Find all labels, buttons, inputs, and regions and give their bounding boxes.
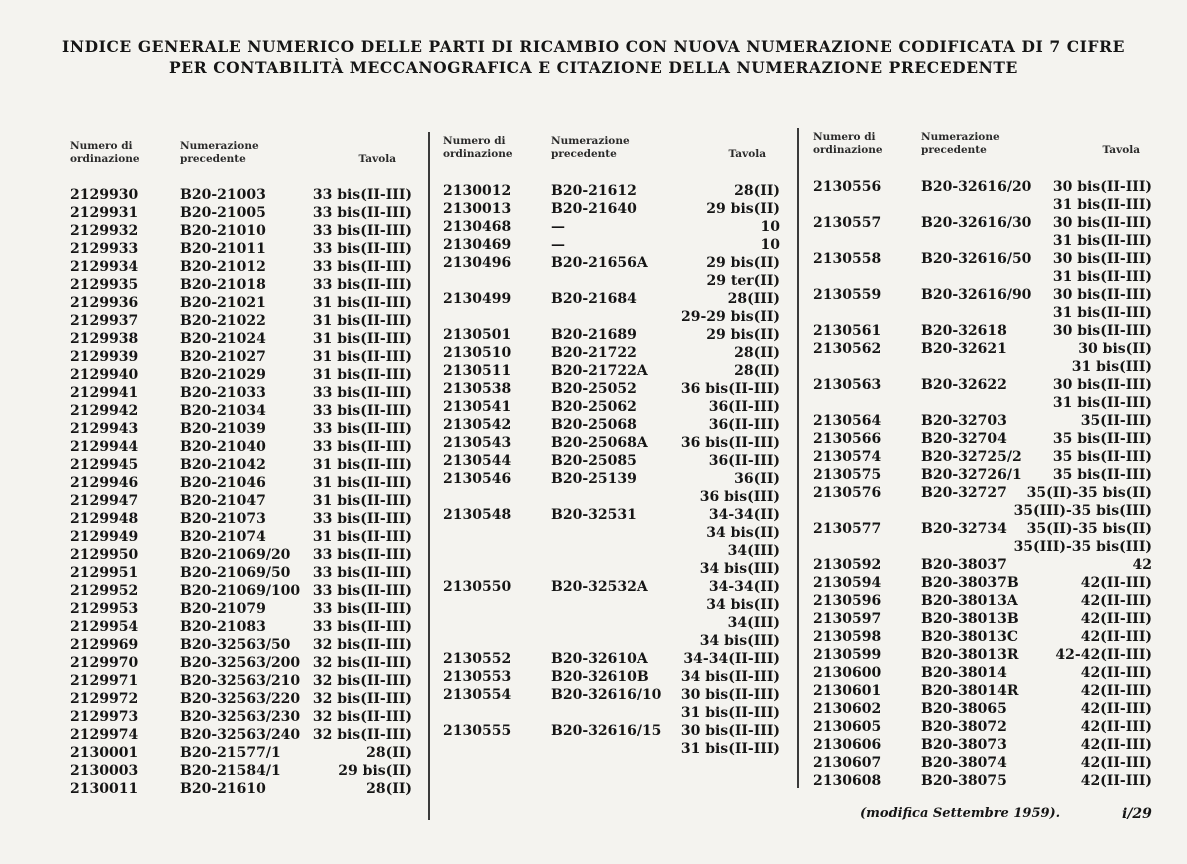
previous-number: B20-21069/20 bbox=[180, 547, 291, 563]
order-number: 2129953 bbox=[70, 601, 139, 617]
previous-number: B20-32621 bbox=[921, 341, 1007, 357]
header-precedente: Numerazione bbox=[180, 140, 259, 152]
tavola-ref: 33 bis(II-III) bbox=[312, 403, 412, 419]
order-number: 2130602 bbox=[813, 701, 882, 717]
tavola-ref: 33 bis(II-III) bbox=[312, 565, 412, 581]
previous-number: B20-32563/240 bbox=[180, 727, 301, 743]
tavola-ref: 28(III) bbox=[727, 291, 780, 307]
previous-number: B20-25052 bbox=[551, 381, 637, 397]
tavola-ref: 30 bis(II-III) bbox=[680, 687, 780, 703]
tavola-ref: 35 bis(II-III) bbox=[1052, 449, 1152, 465]
tavola-ref: 42(II-III) bbox=[1080, 701, 1152, 717]
header-tavola: Tavola bbox=[358, 153, 396, 165]
previous-number: B20-32734 bbox=[921, 521, 1007, 537]
previous-number: B20-32610A bbox=[551, 651, 648, 667]
previous-number: B20-32703 bbox=[921, 413, 1007, 429]
previous-number: B20-32563/50 bbox=[180, 637, 291, 653]
order-number: 2130510 bbox=[443, 345, 512, 361]
order-number: 2130596 bbox=[813, 593, 882, 609]
previous-number: B20-38013B bbox=[921, 611, 1019, 627]
tavola-ref: 28(II) bbox=[734, 345, 780, 361]
previous-number: B20-21722A bbox=[551, 363, 648, 379]
previous-number: B20-21021 bbox=[180, 295, 266, 311]
order-number: 2130496 bbox=[443, 255, 512, 271]
order-number: 2130556 bbox=[813, 179, 882, 195]
tavola-ref: 35(III)-35 bis(III) bbox=[1013, 539, 1152, 555]
previous-number: B20-25062 bbox=[551, 399, 637, 415]
tavola-ref: 31 bis(II-III) bbox=[1052, 233, 1152, 249]
header-precedente: Numerazione bbox=[921, 131, 1000, 143]
tavola-ref: 33 bis(II-III) bbox=[312, 259, 412, 275]
order-number: 2129932 bbox=[70, 223, 139, 239]
tavola-ref: 35(II-III) bbox=[1080, 413, 1152, 429]
previous-number: B20-32616/90 bbox=[921, 287, 1032, 303]
tavola-ref: 31 bis(II-III) bbox=[1052, 269, 1152, 285]
tavola-ref: 33 bis(II-III) bbox=[312, 421, 412, 437]
tavola-ref: 33 bis(II-III) bbox=[312, 547, 412, 563]
tavola-ref: 35(III)-35 bis(III) bbox=[1013, 503, 1152, 519]
order-number: 2129942 bbox=[70, 403, 139, 419]
tavola-ref: 28(II) bbox=[734, 183, 780, 199]
order-number: 2130601 bbox=[813, 683, 882, 699]
tavola-ref: 29 bis(II) bbox=[706, 255, 780, 271]
tavola-ref: 42-42(II-III) bbox=[1055, 647, 1152, 663]
order-number: 2130561 bbox=[813, 323, 882, 339]
previous-number: B20-21577/1 bbox=[180, 745, 281, 761]
tavola-ref: 32 bis(II-III) bbox=[312, 637, 412, 653]
tavola-ref: 34(III) bbox=[727, 543, 780, 559]
header-tavola: Tavola bbox=[1102, 144, 1140, 156]
tavola-ref: 42(II-III) bbox=[1080, 665, 1152, 681]
order-number: 2130511 bbox=[443, 363, 512, 379]
tavola-ref: 35 bis(II-III) bbox=[1052, 431, 1152, 447]
tavola-ref: 33 bis(II-III) bbox=[312, 277, 412, 293]
previous-number: B20-32563/200 bbox=[180, 655, 301, 671]
tavola-ref: 31 bis(II-III) bbox=[312, 349, 412, 365]
previous-number: B20-38014 bbox=[921, 665, 1007, 681]
tavola-ref: 33 bis(II-III) bbox=[312, 601, 412, 617]
previous-number: B20-21640 bbox=[551, 201, 637, 217]
tavola-ref: 36 bis(III) bbox=[699, 489, 780, 505]
previous-number: B20-21689 bbox=[551, 327, 637, 343]
tavola-ref: 42(II-III) bbox=[1080, 629, 1152, 645]
order-number: 2129974 bbox=[70, 727, 139, 743]
tavola-ref: 30 bis(II-III) bbox=[1052, 215, 1152, 231]
tavola-ref: 36(II-III) bbox=[708, 417, 780, 433]
previous-number: B20-21010 bbox=[180, 223, 266, 239]
order-number: 2130001 bbox=[70, 745, 139, 761]
previous-number: B20-21083 bbox=[180, 619, 266, 635]
tavola-ref: 32 bis(II-III) bbox=[312, 655, 412, 671]
previous-number: B20-21027 bbox=[180, 349, 266, 365]
order-number: 2130576 bbox=[813, 485, 882, 501]
tavola-ref: 30 bis(II-III) bbox=[1052, 179, 1152, 195]
previous-number: B20-25068 bbox=[551, 417, 637, 433]
previous-number: B20-32563/220 bbox=[180, 691, 301, 707]
order-number: 2130564 bbox=[813, 413, 882, 429]
order-number: 2130468 bbox=[443, 219, 512, 235]
order-number: 2129935 bbox=[70, 277, 139, 293]
previous-number: B20-32704 bbox=[921, 431, 1007, 447]
order-number: 2129938 bbox=[70, 331, 139, 347]
previous-number: B20-21003 bbox=[180, 187, 266, 203]
previous-number: B20-21722 bbox=[551, 345, 637, 361]
order-number: 2130542 bbox=[443, 417, 512, 433]
previous-number: B20-38037 bbox=[921, 557, 1007, 573]
tavola-ref: 34(III) bbox=[727, 615, 780, 631]
previous-number: B20-32616/50 bbox=[921, 251, 1032, 267]
order-number: 2130600 bbox=[813, 665, 882, 681]
previous-number: B20-21005 bbox=[180, 205, 266, 221]
tavola-ref: 34-34(II) bbox=[708, 507, 780, 523]
order-number: 2129947 bbox=[70, 493, 139, 509]
tavola-ref: 31 bis(II-III) bbox=[312, 367, 412, 383]
tavola-ref: 31 bis(II-III) bbox=[312, 331, 412, 347]
previous-number: B20-32610B bbox=[551, 669, 649, 685]
order-number: 2129948 bbox=[70, 511, 139, 527]
tavola-ref: 35(II)-35 bis(II) bbox=[1026, 485, 1152, 501]
tavola-ref: 42(II-III) bbox=[1080, 737, 1152, 753]
previous-number: B20-21022 bbox=[180, 313, 266, 329]
order-number: 2129936 bbox=[70, 295, 139, 311]
tavola-ref: 35(II)-35 bis(II) bbox=[1026, 521, 1152, 537]
previous-number: B20-32563/230 bbox=[180, 709, 301, 725]
previous-number: B20-38072 bbox=[921, 719, 1007, 735]
previous-number: B20-32726/1 bbox=[921, 467, 1022, 483]
document-title-line-1: INDICE GENERALE NUMERICO DELLE PARTI DI RICAMBIO CON NUOVA NUMERAZIONE CODIFICATA DI 7 CIFRE bbox=[61, 37, 1126, 56]
tavola-ref: 36(II-III) bbox=[708, 453, 780, 469]
order-number: 2130574 bbox=[813, 449, 882, 465]
order-number: 2129933 bbox=[70, 241, 139, 257]
tavola-ref: 29-29 bis(II) bbox=[681, 309, 780, 325]
order-number: 2129950 bbox=[70, 547, 139, 563]
previous-number: B20-21042 bbox=[180, 457, 266, 473]
header-precedente: precedente bbox=[551, 148, 617, 160]
order-number: 2130550 bbox=[443, 579, 512, 595]
previous-number: B20-21656A bbox=[551, 255, 648, 271]
tavola-ref: 31 bis(II-III) bbox=[312, 457, 412, 473]
order-number: 2130552 bbox=[443, 651, 512, 667]
header-numero: ordinazione bbox=[813, 144, 883, 156]
tavola-ref: 31 bis(II-III) bbox=[1052, 395, 1152, 411]
previous-number: B20-32563/210 bbox=[180, 673, 301, 689]
previous-number: B20-21612 bbox=[551, 183, 637, 199]
previous-number: B20-32531 bbox=[551, 507, 637, 523]
tavola-ref: 32 bis(II-III) bbox=[312, 673, 412, 689]
tavola-ref: 42(II-III) bbox=[1080, 575, 1152, 591]
tavola-ref: 34-34(II-III) bbox=[683, 651, 780, 667]
order-number: 2130562 bbox=[813, 341, 882, 357]
order-number: 2129973 bbox=[70, 709, 139, 725]
order-number: 2130012 bbox=[443, 183, 512, 199]
previous-number: B20-32532A bbox=[551, 579, 648, 595]
previous-number: B20-21012 bbox=[180, 259, 266, 275]
order-number: 2129969 bbox=[70, 637, 139, 653]
tavola-ref: 28(II) bbox=[366, 781, 412, 797]
tavola-ref: 31 bis(II-III) bbox=[680, 741, 780, 757]
previous-number: B20-21029 bbox=[180, 367, 266, 383]
previous-number: B20-21079 bbox=[180, 601, 266, 617]
previous-number: B20-21069/50 bbox=[180, 565, 291, 581]
tavola-ref: 42(II-III) bbox=[1080, 719, 1152, 735]
page-number: i/29 bbox=[1122, 806, 1152, 822]
order-number: 2130538 bbox=[443, 381, 512, 397]
order-number: 2130543 bbox=[443, 435, 512, 451]
order-number: 2130594 bbox=[813, 575, 882, 591]
order-number: 2129970 bbox=[70, 655, 139, 671]
tavola-ref: 33 bis(II-III) bbox=[312, 205, 412, 221]
tavola-ref: 42(II-III) bbox=[1080, 755, 1152, 771]
previous-number: B20-38065 bbox=[921, 701, 1007, 717]
previous-number: B20-38075 bbox=[921, 773, 1007, 789]
previous-number: B20-25085 bbox=[551, 453, 637, 469]
previous-number: B20-38074 bbox=[921, 755, 1007, 771]
previous-number: B20-38014R bbox=[921, 683, 1019, 699]
previous-number: B20-21584/1 bbox=[180, 763, 281, 779]
tavola-ref: 30 bis(II-III) bbox=[1052, 251, 1152, 267]
tavola-ref: 31 bis(II-III) bbox=[312, 475, 412, 491]
order-number: 2130592 bbox=[813, 557, 882, 573]
tavola-ref: 33 bis(II-III) bbox=[312, 223, 412, 239]
tavola-ref: 30 bis(II-III) bbox=[1052, 287, 1152, 303]
previous-number: B20-21034 bbox=[180, 403, 266, 419]
tavola-ref: 33 bis(II-III) bbox=[312, 241, 412, 257]
order-number: 2129944 bbox=[70, 439, 139, 455]
tavola-ref: 31 bis(II-III) bbox=[312, 529, 412, 545]
order-number: 2130575 bbox=[813, 467, 882, 483]
order-number: 2130598 bbox=[813, 629, 882, 645]
order-number: 2129949 bbox=[70, 529, 139, 545]
order-number: 2130606 bbox=[813, 737, 882, 753]
order-number: 2129940 bbox=[70, 367, 139, 383]
header-numero: ordinazione bbox=[443, 148, 513, 160]
header-precedente: precedente bbox=[180, 153, 246, 165]
previous-number: B20-38037B bbox=[921, 575, 1019, 591]
tavola-ref: 31 bis(II-III) bbox=[312, 295, 412, 311]
previous-number: B20-21684 bbox=[551, 291, 637, 307]
tavola-ref: 10 bbox=[760, 219, 780, 235]
tavola-ref: 33 bis(II-III) bbox=[312, 511, 412, 527]
tavola-ref: 36(II) bbox=[734, 471, 780, 487]
previous-number: B20-21069/100 bbox=[180, 583, 301, 599]
previous-number: B20-21073 bbox=[180, 511, 266, 527]
tavola-ref: 42(II-III) bbox=[1080, 593, 1152, 609]
tavola-ref: 36 bis(II-III) bbox=[680, 435, 780, 451]
tavola-ref: 42(II-III) bbox=[1080, 683, 1152, 699]
order-number: 2130011 bbox=[70, 781, 139, 797]
tavola-ref: 34 bis(III) bbox=[699, 561, 780, 577]
order-number: 2130548 bbox=[443, 507, 512, 523]
tavola-ref: 31 bis(II-III) bbox=[312, 493, 412, 509]
previous-number: — bbox=[551, 219, 565, 235]
header-numero: Numero di bbox=[813, 131, 876, 143]
previous-number: B20-21040 bbox=[180, 439, 266, 455]
header-numero: Numero di bbox=[443, 135, 506, 147]
header-numero: ordinazione bbox=[70, 153, 140, 165]
order-number: 2130563 bbox=[813, 377, 882, 393]
order-number: 2130555 bbox=[443, 723, 512, 739]
tavola-ref: 30 bis(II-III) bbox=[1052, 323, 1152, 339]
tavola-ref: 33 bis(II-III) bbox=[312, 619, 412, 635]
order-number: 2129930 bbox=[70, 187, 139, 203]
order-number: 2129931 bbox=[70, 205, 139, 221]
column-divider bbox=[428, 132, 430, 820]
tavola-ref: 29 ter(II) bbox=[706, 273, 780, 289]
tavola-ref: 28(II) bbox=[734, 363, 780, 379]
revision-note: (modifica Settembre 1959). bbox=[860, 806, 1061, 821]
previous-number: B20-38073 bbox=[921, 737, 1007, 753]
order-number: 2130003 bbox=[70, 763, 139, 779]
previous-number: B20-32622 bbox=[921, 377, 1007, 393]
tavola-ref: 36(II-III) bbox=[708, 399, 780, 415]
order-number: 2129946 bbox=[70, 475, 139, 491]
order-number: 2130499 bbox=[443, 291, 512, 307]
tavola-ref: 10 bbox=[760, 237, 780, 253]
tavola-ref: 32 bis(II-III) bbox=[312, 709, 412, 725]
order-number: 2130553 bbox=[443, 669, 512, 685]
order-number: 2129934 bbox=[70, 259, 139, 275]
previous-number: B20-38013A bbox=[921, 593, 1018, 609]
previous-number: B20-21610 bbox=[180, 781, 266, 797]
order-number: 2129945 bbox=[70, 457, 139, 473]
tavola-ref: 32 bis(II-III) bbox=[312, 691, 412, 707]
tavola-ref: 29 bis(II) bbox=[706, 201, 780, 217]
previous-number: B20-21039 bbox=[180, 421, 266, 437]
document-title-line-2: PER CONTABILITÀ MECCANOGRAFICA E CITAZIONE DELLA NUMERAZIONE PRECEDENTE bbox=[169, 58, 1018, 77]
order-number: 2129954 bbox=[70, 619, 139, 635]
tavola-ref: 42 bbox=[1132, 557, 1152, 573]
previous-number: — bbox=[551, 237, 565, 253]
order-number: 2129941 bbox=[70, 385, 139, 401]
previous-number: B20-38013R bbox=[921, 647, 1019, 663]
previous-number: B20-21046 bbox=[180, 475, 266, 491]
order-number: 2130577 bbox=[813, 521, 882, 537]
order-number: 2130557 bbox=[813, 215, 882, 231]
tavola-ref: 31 bis(II-III) bbox=[680, 705, 780, 721]
previous-number: B20-21011 bbox=[180, 241, 266, 257]
order-number: 2130469 bbox=[443, 237, 512, 253]
order-number: 2129943 bbox=[70, 421, 139, 437]
tavola-ref: 29 bis(II) bbox=[338, 763, 412, 779]
tavola-ref: 31 bis(III) bbox=[1071, 359, 1152, 375]
tavola-ref: 29 bis(II) bbox=[706, 327, 780, 343]
previous-number: B20-38013C bbox=[921, 629, 1018, 645]
tavola-ref: 33 bis(II-III) bbox=[312, 385, 412, 401]
previous-number: B20-32618 bbox=[921, 323, 1007, 339]
tavola-ref: 36 bis(II-III) bbox=[680, 381, 780, 397]
tavola-ref: 30 bis(II-III) bbox=[1052, 377, 1152, 393]
order-number: 2129952 bbox=[70, 583, 139, 599]
order-number: 2130541 bbox=[443, 399, 512, 415]
previous-number: B20-21033 bbox=[180, 385, 266, 401]
order-number: 2130608 bbox=[813, 773, 882, 789]
previous-number: B20-21018 bbox=[180, 277, 266, 293]
tavola-ref: 34 bis(II) bbox=[706, 597, 780, 613]
order-number: 2129972 bbox=[70, 691, 139, 707]
previous-number: B20-25139 bbox=[551, 471, 637, 487]
tavola-ref: 32 bis(II-III) bbox=[312, 727, 412, 743]
tavola-ref: 34 bis(II-III) bbox=[680, 669, 780, 685]
previous-number: B20-21024 bbox=[180, 331, 266, 347]
tavola-ref: 33 bis(II-III) bbox=[312, 439, 412, 455]
tavola-ref: 31 bis(II-III) bbox=[312, 313, 412, 329]
previous-number: B20-32616/10 bbox=[551, 687, 662, 703]
tavola-ref: 30 bis(II) bbox=[1078, 341, 1152, 357]
header-numero: Numero di bbox=[70, 140, 133, 152]
previous-number: B20-21047 bbox=[180, 493, 266, 509]
order-number: 2130566 bbox=[813, 431, 882, 447]
order-number: 2130013 bbox=[443, 201, 512, 217]
order-number: 2130607 bbox=[813, 755, 882, 771]
order-number: 2130554 bbox=[443, 687, 512, 703]
header-precedente: Numerazione bbox=[551, 135, 630, 147]
previous-number: B20-32727 bbox=[921, 485, 1007, 501]
tavola-ref: 31 bis(II-III) bbox=[1052, 305, 1152, 321]
tavola-ref: 35 bis(II-III) bbox=[1052, 467, 1152, 483]
tavola-ref: 34 bis(III) bbox=[699, 633, 780, 649]
column-divider bbox=[797, 128, 799, 788]
tavola-ref: 33 bis(II-III) bbox=[312, 187, 412, 203]
order-number: 2130544 bbox=[443, 453, 512, 469]
order-number: 2130599 bbox=[813, 647, 882, 663]
order-number: 2130605 bbox=[813, 719, 882, 735]
tavola-ref: 31 bis(II-III) bbox=[1052, 197, 1152, 213]
order-number: 2130558 bbox=[813, 251, 882, 267]
order-number: 2130546 bbox=[443, 471, 512, 487]
tavola-ref: 42(II-III) bbox=[1080, 611, 1152, 627]
order-number: 2130597 bbox=[813, 611, 882, 627]
previous-number: B20-25068A bbox=[551, 435, 648, 451]
tavola-ref: 30 bis(II-III) bbox=[680, 723, 780, 739]
tavola-ref: 33 bis(II-III) bbox=[312, 583, 412, 599]
order-number: 2130559 bbox=[813, 287, 882, 303]
previous-number: B20-32725/2 bbox=[921, 449, 1022, 465]
previous-number: B20-32616/15 bbox=[551, 723, 662, 739]
tavola-ref: 28(II) bbox=[366, 745, 412, 761]
previous-number: B20-32616/30 bbox=[921, 215, 1032, 231]
order-number: 2129971 bbox=[70, 673, 139, 689]
previous-number: B20-32616/20 bbox=[921, 179, 1032, 195]
order-number: 2129939 bbox=[70, 349, 139, 365]
tavola-ref: 34 bis(II) bbox=[706, 525, 780, 541]
order-number: 2129951 bbox=[70, 565, 139, 581]
previous-number: B20-21074 bbox=[180, 529, 266, 545]
header-precedente: precedente bbox=[921, 144, 987, 156]
order-number: 2129937 bbox=[70, 313, 139, 329]
tavola-ref: 34-34(II) bbox=[708, 579, 780, 595]
tavola-ref: 42(II-III) bbox=[1080, 773, 1152, 789]
order-number: 2130501 bbox=[443, 327, 512, 343]
header-tavola: Tavola bbox=[728, 148, 766, 160]
